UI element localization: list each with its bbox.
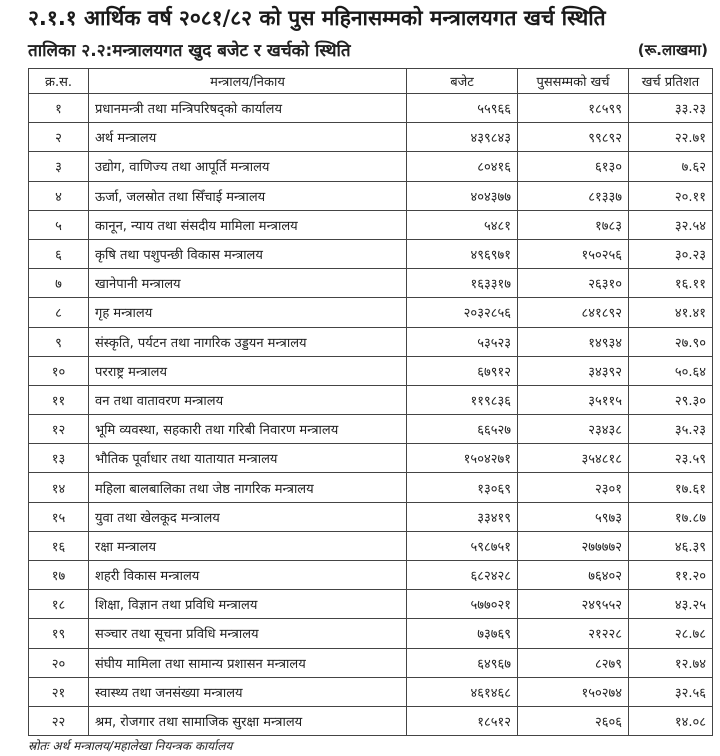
serial-cell: १७ [29, 561, 89, 590]
budget-cell: ७३७६९ [407, 619, 518, 648]
percent-cell: ४३.२५ [629, 590, 713, 619]
expenditure-cell: ७६४०२ [518, 561, 629, 590]
expenditure-cell: २३४३८ [518, 415, 629, 444]
table-row [29, 269, 713, 298]
section-title: २.१.१ आर्थिक वर्ष २०८१/८२ को पुस महिनासम्मको मन्त्रालयगत खर्च स्थिति [28, 6, 606, 30]
ministry-cell: परराष्ट्र मन्त्रालय [89, 356, 407, 385]
ministry-cell: प्रधानमन्त्री तथा मन्त्रिपरिषद्को कार्यालय [89, 94, 407, 123]
budget-cell: ३३४१९ [407, 502, 518, 531]
serial-cell: १ [29, 94, 89, 123]
serial-cell: १२ [29, 415, 89, 444]
serial-cell: ११ [29, 385, 89, 414]
serial-cell: १५ [29, 502, 89, 531]
expenditure-cell: ९९८९२ [518, 123, 629, 152]
serial-cell: ८ [29, 298, 89, 327]
expenditure-cell: ३४३९२ [518, 356, 629, 385]
ministry-cell: सञ्चार तथा सूचना प्रविधि मन्त्रालय [89, 619, 407, 648]
serial-cell: २ [29, 123, 89, 152]
budget-cell: २०३२८५६ [407, 298, 518, 327]
budget-cell: १३०६९ [407, 473, 518, 502]
table-row [29, 415, 713, 444]
serial-cell: १३ [29, 444, 89, 473]
header-budget: बजेट [407, 69, 518, 94]
expenditure-cell: ८२७९ [518, 648, 629, 677]
header-serial: क्र.स. [29, 69, 89, 94]
percent-cell: ४१.४१ [629, 298, 713, 327]
ministry-cell: शहरी विकास मन्त्रालय [89, 561, 407, 590]
table-body [29, 94, 713, 736]
expenditure-cell: ३५११५ [518, 385, 629, 414]
table-row [29, 181, 713, 210]
serial-cell: २२ [29, 706, 89, 735]
percent-cell: ७.६२ [629, 152, 713, 181]
percent-cell: १६.११ [629, 269, 713, 298]
expenditure-cell: ८४१८९२ [518, 298, 629, 327]
budget-cell: ६६५२७ [407, 415, 518, 444]
budget-cell: १८५१२ [407, 706, 518, 735]
header-expenditure: पुससम्मको खर्च [518, 69, 629, 94]
budget-cell: ५९८७५१ [407, 531, 518, 560]
table-row [29, 590, 713, 619]
percent-cell: २९.३० [629, 385, 713, 414]
percent-cell: ५०.६४ [629, 356, 713, 385]
expenditure-cell: ६१३० [518, 152, 629, 181]
percent-cell: २७.९० [629, 327, 713, 356]
percent-cell: १२.७४ [629, 648, 713, 677]
table-row [29, 502, 713, 531]
expenditure-cell: ५९७३ [518, 502, 629, 531]
budget-cell: ५५९६६ [407, 94, 518, 123]
percent-cell: २८.७८ [629, 619, 713, 648]
budget-cell: १५०४२७१ [407, 444, 518, 473]
percent-cell: २३.५९ [629, 444, 713, 473]
ministry-cell: महिला बालबालिका तथा जेष्ठ नागरिक मन्त्रालय [89, 473, 407, 502]
source-note: स्रोतः अर्थ मन्त्रालय/महालेखा नियन्त्रक कार्यालय [28, 739, 233, 753]
budget-cell: ४९६९७१ [407, 239, 518, 268]
percent-cell: १७.६१ [629, 473, 713, 502]
table-row [29, 444, 713, 473]
budget-cell: ५४८१ [407, 210, 518, 239]
percent-cell: १७.८७ [629, 502, 713, 531]
serial-cell: ५ [29, 210, 89, 239]
serial-cell: ३ [29, 152, 89, 181]
expenditure-cell: २३०१ [518, 473, 629, 502]
ministry-cell: शिक्षा, विज्ञान तथा प्रविधि मन्त्रालय [89, 590, 407, 619]
ministry-cell: उद्योग, वाणिज्य तथा आपूर्ति मन्त्रालय [89, 152, 407, 181]
percent-cell: २२.७१ [629, 123, 713, 152]
budget-cell: ११९८३६ [407, 385, 518, 414]
ministry-cell: संघीय मामिला तथा सामान्य प्रशासन मन्त्रालय [89, 648, 407, 677]
ministry-cell: गृह मन्त्रालय [89, 298, 407, 327]
table-row [29, 561, 713, 590]
percent-cell: ३३.२३ [629, 94, 713, 123]
serial-cell: ७ [29, 269, 89, 298]
budget-cell: ६४९६७ [407, 648, 518, 677]
percent-cell: ३०.२३ [629, 239, 713, 268]
ministry-cell: वन तथा वातावरण मन्त्रालय [89, 385, 407, 414]
table-row [29, 94, 713, 123]
ministry-expenditure-table [28, 68, 713, 736]
serial-cell: १९ [29, 619, 89, 648]
expenditure-cell: १५०२५६ [518, 239, 629, 268]
serial-cell: १६ [29, 531, 89, 560]
table-row [29, 298, 713, 327]
table-row [29, 385, 713, 414]
serial-cell: २१ [29, 677, 89, 706]
expenditure-cell: ३५४८१८ [518, 444, 629, 473]
expenditure-cell: २६०६ [518, 706, 629, 735]
serial-cell: ४ [29, 181, 89, 210]
budget-cell: ४६१४६८ [407, 677, 518, 706]
ministry-cell: संस्कृति, पर्यटन तथा नागरिक उड्डयन मन्त्रालय [89, 327, 407, 356]
ministry-cell: भौतिक पूर्वाधार तथा यातायात मन्त्रालय [89, 444, 407, 473]
expenditure-cell: २६३१० [518, 269, 629, 298]
ministry-cell: युवा तथा खेलकूद मन्त्रालय [89, 502, 407, 531]
table-row [29, 531, 713, 560]
expenditure-cell: १५०२७४ [518, 677, 629, 706]
percent-cell: ३२.५४ [629, 210, 713, 239]
header-ministry: मन्त्रालय/निकाय [89, 69, 407, 94]
ministry-cell: खानेपानी मन्त्रालय [89, 269, 407, 298]
serial-cell: १८ [29, 590, 89, 619]
ministry-cell: स्वास्थ्य तथा जनसंख्या मन्त्रालय [89, 677, 407, 706]
expenditure-cell: २४९५५२ [518, 590, 629, 619]
percent-cell: ३५.२३ [629, 415, 713, 444]
expenditure-cell: १८५९९ [518, 94, 629, 123]
budget-cell: ४०४३७७ [407, 181, 518, 210]
ministry-cell: कानून, न्याय तथा संसदीय मामिला मन्त्रालय [89, 210, 407, 239]
ministry-cell: कृषि तथा पशुपन्छी विकास मन्त्रालय [89, 239, 407, 268]
table-row [29, 239, 713, 268]
table-header-row [29, 69, 713, 94]
ministry-cell: ऊर्जा, जलस्रोत तथा सिँचाई मन्त्रालय [89, 181, 407, 210]
percent-cell: ३२.५६ [629, 677, 713, 706]
serial-cell: १० [29, 356, 89, 385]
expenditure-cell: १४९३४ [518, 327, 629, 356]
ministry-cell: भूमि व्यवस्था, सहकारी तथा गरिबी निवारण मन्त्रालय [89, 415, 407, 444]
serial-cell: १४ [29, 473, 89, 502]
expenditure-cell: १७८३ [518, 210, 629, 239]
unit-label: (रू.लाखमा) [637, 41, 708, 59]
percent-cell: ११.२० [629, 561, 713, 590]
serial-cell: २० [29, 648, 89, 677]
budget-cell: १६३३१७ [407, 269, 518, 298]
percent-cell: १४.०८ [629, 706, 713, 735]
expenditure-cell: ८१३३७ [518, 181, 629, 210]
table-row [29, 123, 713, 152]
table-row [29, 648, 713, 677]
budget-cell: ५३५२३ [407, 327, 518, 356]
table-row [29, 473, 713, 502]
budget-cell: ६७९१२ [407, 356, 518, 385]
table-row [29, 706, 713, 735]
budget-cell: ६८२४२८ [407, 561, 518, 590]
table-row [29, 210, 713, 239]
table-row [29, 619, 713, 648]
budget-cell: ४३९८४३ [407, 123, 518, 152]
serial-cell: ६ [29, 239, 89, 268]
table-row [29, 152, 713, 181]
ministry-cell: रक्षा मन्त्रालय [89, 531, 407, 560]
ministry-cell: अर्थ मन्त्रालय [89, 123, 407, 152]
table-caption: तालिका २.२:मन्त्रालयगत खुद बजेट र खर्चको स्थिति [28, 41, 351, 61]
ministry-cell: श्रम, रोजगार तथा सामाजिक सुरक्षा मन्त्रालय [89, 706, 407, 735]
percent-cell: ४६.३९ [629, 531, 713, 560]
table-row [29, 327, 713, 356]
budget-cell: ५७७०२१ [407, 590, 518, 619]
budget-cell: ८०४१६ [407, 152, 518, 181]
expenditure-cell: २१२२८ [518, 619, 629, 648]
table-row [29, 356, 713, 385]
table-row [29, 677, 713, 706]
percent-cell: २०.११ [629, 181, 713, 210]
serial-cell: ९ [29, 327, 89, 356]
header-percent: खर्च प्रतिशत [629, 69, 713, 94]
expenditure-cell: २७७७७२ [518, 531, 629, 560]
